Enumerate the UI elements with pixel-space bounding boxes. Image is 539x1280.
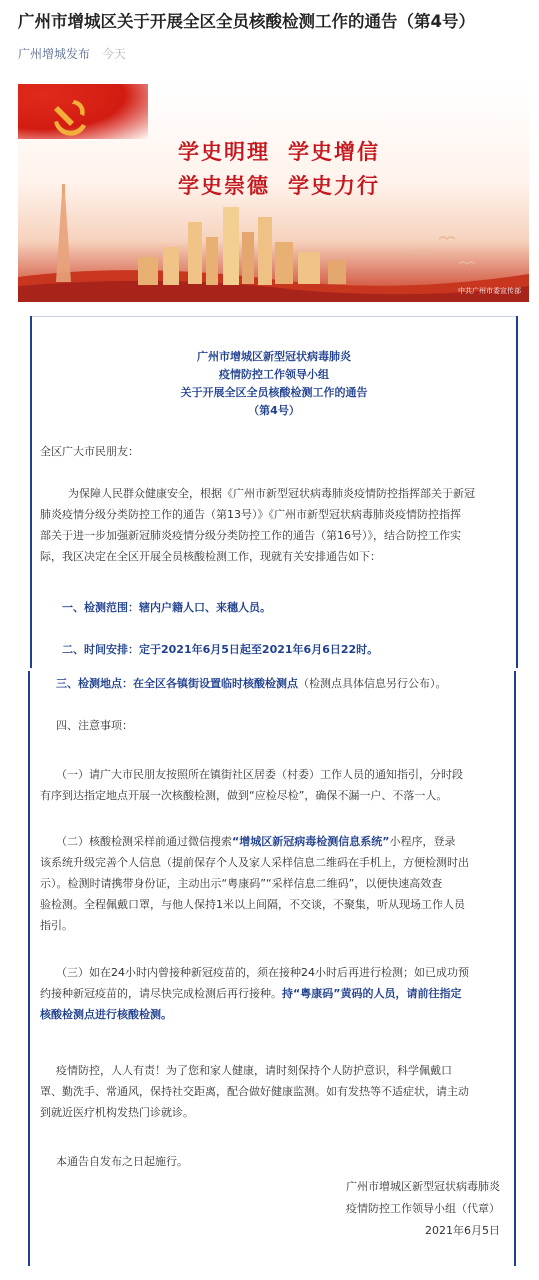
para4-line-3: 到就近医疗机构发热门诊就诊。 [40,1106,194,1119]
effective-statement: 本通告自发布之日起施行。 [56,1155,188,1168]
notice-left-border-lower [28,671,30,1266]
para2-text-a: （二）核酸检测采样前通过微信搜索 [56,835,232,848]
notice-greeting: 全区广大市民朋友： [40,445,139,458]
para3-yellow-code-notice: 持“粤康码”黄码的人员，请前往指定 [282,987,462,1000]
signature-line-2: 疫情防控工作领导小组（代章） [346,1202,500,1215]
item-location-bold: 三、检测地点：在全区各镇街设置临时核酸检测点 [56,677,298,690]
slogan-1: 学史明理 [178,139,270,164]
intro-line-1: 为保障人民群众健康安全，根据《广州市新型冠状病毒肺炎疫情防控指挥部关于新冠 [68,487,475,500]
notice-frame [30,316,518,1266]
slogan-4: 学史力行 [288,173,380,198]
article-title: 广州市增城区关于开展全区全员核酸检测工作的通告（第4号） [18,12,475,31]
para2-system-name: “增城区新冠病毒检测信息系统” [232,835,390,848]
publish-time: 今天 [101,47,126,61]
item-scope: 一、检测范围：辖内户籍人口、来穗人员。 [62,601,271,614]
para2-line-1 [56,831,455,852]
banner-org: 中共广州市委宣传部 [458,287,521,295]
item-location-note: （检测点具体信息另行公布）。 [298,677,447,690]
para3-text: 约接种新冠疫苗的，请尽快完成检测后再行接种。 [40,987,282,1000]
item-location [56,673,447,694]
para4-line-2: 罩、勤洗手、常通风，保持社交距离，配合做好健康监测。如有发热等不适症状，请主动 [40,1085,469,1098]
para2-line-4: 验检测。全程佩戴口罩，与他人保持1米以上间隔，不交谈，不聚集，听从现场工作人员 [40,898,465,911]
signature-date: 2021年6月5日 [425,1224,500,1237]
notice-header-line-4: （第4号） [248,404,300,417]
notice-header-line-3: 关于开展全区全员核酸检测工作的通告 [180,386,368,399]
intro-line-3: 部关于进一步加强新冠肺炎疫情分级分类防控工作的通告（第16号）》，结合防控工作实 [40,529,461,542]
intro-line-4: 际，我区决定在全区开展全员核酸检测工作，现就有关安排通告如下： [40,550,381,563]
para2-line-2: 该系统升级完善个人信息（提前保存个人及家人采样信息二维码在手机上，方便检测时出 [40,856,469,869]
party-emblem-icon [44,92,96,144]
para1-line-2: 有序到达指定地点开展一次核酸检测，做到“应检尽检”，确保不漏一户、不落一人。 [40,789,448,802]
notice-right-border-lower [514,671,516,1266]
para2-text-b: 小程序，登录 [389,835,456,848]
para3-line-1: （三）如在24小时内曾接种新冠疫苗的，须在接种24小时后再进行检测；如已成功预 [56,966,469,979]
para3-line-3: 核酸检测点进行核酸检测。 [40,1008,172,1021]
banner-image [18,84,529,302]
para3-line-2 [40,983,461,1004]
item-notes-heading: 四、注意事项： [56,719,133,732]
notice-top-edge [30,316,518,317]
para2-line-3: 示）。检测时请携带身份证，主动出示“粤康码”“采样信息二维码”，以便快速高效查 [40,877,443,890]
notice-header-line-2: 疫情防控工作领导小组 [219,368,329,381]
city-skyline [18,182,529,302]
slogan-3: 学史崇德 [178,173,270,198]
item-time: 二、时间安排：定于2021年6月5日起至2021年6月6日22时。 [62,643,379,656]
signature-line-1: 广州市增城区新型冠状病毒肺炎 [346,1180,500,1193]
intro-line-2: 肺炎疫情分级分类防控工作的通告（第13号）》《广州市新型冠状病毒肺炎疫情防控指挥 [40,508,461,521]
para4-line-1: 疫情防控，人人有责！为了您和家人健康，请时刻保持个人防护意识，科学佩戴口 [56,1064,452,1077]
article-meta [18,45,126,62]
notice-header-line-1: 广州市增城区新型冠状病毒肺炎 [197,350,351,363]
account-name-link[interactable]: 广州增城发布 [18,47,91,61]
para1-line-1: （一）请广大市民朋友按照所在镇街社区居委（村委）工作人员的通知指引，分时段 [56,768,463,781]
slogan-2: 学史增信 [288,139,380,164]
para2-line-5: 指引。 [40,919,73,932]
